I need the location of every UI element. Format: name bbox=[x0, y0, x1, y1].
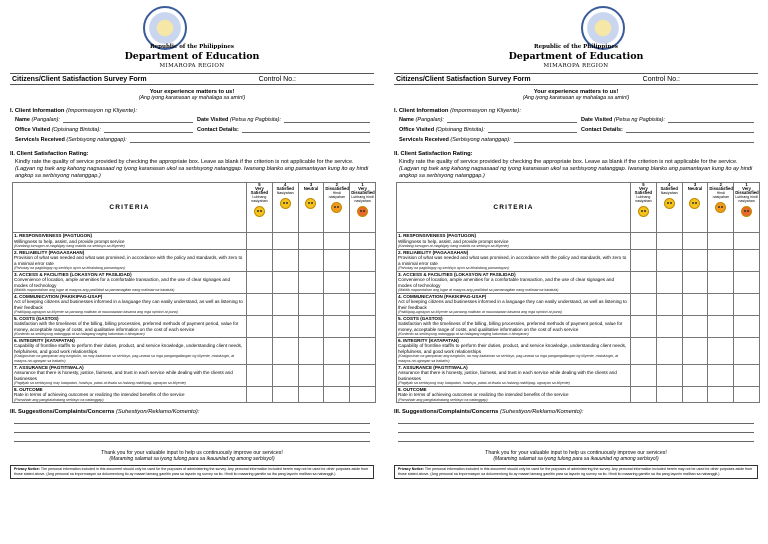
form-title-bar bbox=[10, 73, 374, 85]
neutral-icon bbox=[689, 198, 700, 209]
criteria-row: 4. COMMUNICATION (PAKIKIPAG-USAP) Act of keeping citizens and businesses informed in a language they can easily understand, as well as listening to their feedback (Pakikipag-ugnayan sa kliyente sa paraang malinaw at nauunawaan kasama ang mga opinion at puna) bbox=[13, 293, 376, 315]
rating-box[interactable] bbox=[682, 249, 708, 271]
rating-box[interactable] bbox=[298, 337, 324, 364]
criteria-row: 4. COMMUNICATION (PAKIKIPAG-USAP) Act of keeping citizens and businesses informed in a language they can easily understand, as well as listening to their feedback (Pakikipag-ugnayan sa kliyente sa paraang malinaw at nauunawaan kasama ang mga opinion at puna) bbox=[397, 293, 760, 315]
criteria-row: 2. RELIABILITY (PAGAASAHAN) Provision of what was needed and what was promised, in accordance with the policy and standards, with zero to a minimal error rate (Pahusay na pagbibigay ng serbisyo ayon sa itinakdang pamantayan) bbox=[397, 249, 760, 271]
rating-box[interactable] bbox=[298, 233, 324, 250]
rating-box[interactable] bbox=[324, 249, 350, 271]
rating-box[interactable] bbox=[247, 315, 273, 337]
rating-instruction: Kindly rate the quality of service provided by checking the appropriate box. Leave as blank if the criterion is not applicable for the service. (Lagyan ng tsek ang kahong nagsasaad ng iyong karanasan ukol sa serbisyong natanggap. Iwanang blanko ang pamantayan kung ito ay hindi angkop sa serbisyong natanggap.) bbox=[399, 159, 753, 179]
name-label: Name (Pangalan): bbox=[15, 117, 60, 123]
contact-field[interactable] bbox=[242, 127, 370, 133]
rating-heading: II. Client Satisfaction Rating: bbox=[394, 151, 473, 157]
rating-box[interactable] bbox=[272, 315, 298, 337]
scale-2: 2 Dissatisfied Hindi nasiyahan bbox=[324, 183, 350, 233]
criteria-row: 7. ASSURANCE (PAGTITIWALA) Assurance that there is honesty, justice, fairness, and trust in each service while dealing with the clients and businesses (Pagtiyak sa serbisyong may katapatan, hustisya, patas at tiwala sa habang nakikipag- ugnayan sa kliyente) bbox=[397, 364, 760, 386]
rating-box[interactable] bbox=[272, 233, 298, 250]
scale-5: 5 Very Satisfied Lubhang nasiyahan bbox=[247, 183, 273, 233]
rating-box[interactable] bbox=[272, 271, 298, 293]
rating-box[interactable] bbox=[272, 386, 298, 403]
form-title-bar bbox=[394, 73, 758, 85]
criteria-label: CRITERIA bbox=[397, 183, 631, 233]
rating-box[interactable] bbox=[631, 315, 657, 337]
region-text: MIMAROPA REGION bbox=[159, 63, 225, 69]
rating-box[interactable] bbox=[324, 271, 350, 293]
rating-box[interactable] bbox=[350, 271, 376, 293]
rating-box[interactable] bbox=[631, 249, 657, 271]
rating-box[interactable] bbox=[656, 364, 682, 386]
criteria-row: 3. ACCESS & FACILITIES (LOKASYON AT PASILIDAD) Convenience of location, ample amenities for a comfortable transaction, and the use of clear signages and modes of technology (Maktib maparntahan ang lugar at maayos ang pasilidad sa pamamagitan nang malinaw na karatula) bbox=[397, 271, 760, 293]
rating-box[interactable] bbox=[734, 386, 760, 403]
control-no-label: Control No.: bbox=[642, 75, 680, 83]
angry-icon bbox=[357, 206, 368, 217]
rating-box[interactable] bbox=[631, 386, 657, 403]
criteria-row: 5. COSTS (GASTOS) Satisfaction with the timeliness of the billing, billing process/es, preferred methods of payment period, value for money, acceptable range of costs, and qualitative information on the cost of each service (Kontento sa serbisyong natanggap at sa halagang naging katumbas o binayaran) bbox=[397, 315, 760, 337]
scale-5: 5 Very Satisfied Lubhang nasiyahan bbox=[631, 183, 657, 233]
survey-form-right bbox=[384, 0, 768, 544]
contact-label: Contact Details: bbox=[581, 127, 623, 133]
rating-box[interactable] bbox=[298, 249, 324, 271]
rating-box[interactable] bbox=[631, 337, 657, 364]
rating-instruction: Kindly rate the quality of service provided by checking the appropriate box. Leave as blank if the criterion is not applicable for the service. (Lagyan ng tsek ang kahong nagsasaad ng iyong karanasan ukol sa serbisyong natanggap. Iwanang blanko ang pamantayan kung ito ay hindi angkop sa serbisyong natanggap.) bbox=[15, 159, 369, 179]
services-field[interactable] bbox=[130, 137, 370, 143]
scale-4: 4 Satisfied Nasiyahan bbox=[272, 183, 298, 233]
suggestion-line[interactable] bbox=[398, 415, 754, 424]
suggestion-line[interactable] bbox=[14, 424, 370, 433]
services-label: Service/s Received (Serbisyong natanggap): bbox=[399, 137, 511, 143]
rating-box[interactable] bbox=[247, 293, 273, 315]
scale-4: 4 Satisfied Nasiyahan bbox=[656, 183, 682, 233]
rating-box[interactable] bbox=[324, 315, 350, 337]
rating-box[interactable] bbox=[682, 364, 708, 386]
control-no-label: Control No.: bbox=[258, 75, 296, 83]
scale-1: 1 Very Dissatisfied Lubhang hindi nasiyahan bbox=[734, 183, 760, 233]
contact-label: Contact Details: bbox=[197, 127, 239, 133]
rating-heading: II. Client Satisfaction Rating: bbox=[10, 151, 89, 157]
rating-box[interactable] bbox=[324, 337, 350, 364]
date-field[interactable] bbox=[668, 117, 754, 123]
rating-box[interactable] bbox=[350, 337, 376, 364]
thanks-text: Thank you for your valuable input to help us continuously improve our services! bbox=[485, 450, 667, 457]
suggestions-heading: III. Suggestions/Complaints/Concerns (Suhestiyon/Reklamo/Komento): bbox=[394, 409, 584, 416]
office-label: Office Visited (Opisinang Binisita): bbox=[15, 127, 101, 133]
criteria-row: 6. INTEGRITY (KATAPATAN) Capability of frontline staff/s to perform their duties, product, and service knowledge, understanding client needs, helpfulness, and good work relationships (Kasiguruhan na gampanan ang tungkulin, na may kaalaman sa serbisyo, pag-unawa sa mga pangangailangan ng kliyente, matulungin, at maayos na ugnayan sa trabaho) bbox=[13, 337, 376, 364]
client-info-heading: I. Client Information (Impormasyon ng Kliyente): bbox=[394, 108, 521, 114]
thanks-text-tl: (Maraming salamat sa iyong tulong para sa ikauunlad ng among serbisyo!) bbox=[493, 456, 659, 463]
rating-box[interactable] bbox=[298, 293, 324, 315]
form-header bbox=[394, 0, 758, 72]
rating-box[interactable] bbox=[708, 315, 734, 337]
criteria-header-row bbox=[13, 183, 376, 233]
scale-3: 3 Neutral bbox=[298, 183, 324, 233]
rating-box[interactable] bbox=[682, 293, 708, 315]
rating-box[interactable] bbox=[272, 364, 298, 386]
thanks-text: Thank you for your valuable input to help us continuously improve our services! bbox=[101, 450, 283, 457]
rating-box[interactable] bbox=[708, 233, 734, 250]
rating-box[interactable] bbox=[656, 233, 682, 250]
rating-box[interactable] bbox=[708, 271, 734, 293]
rating-box[interactable] bbox=[734, 249, 760, 271]
sad-icon bbox=[331, 202, 342, 213]
rating-box[interactable] bbox=[350, 249, 376, 271]
scale-3: 3 Neutral bbox=[682, 183, 708, 233]
scale-1: 1 Very Dissatisfied Lubhang hindi nasiyahan bbox=[350, 183, 376, 233]
smile-icon bbox=[638, 206, 649, 217]
region-text: MIMAROPA REGION bbox=[543, 63, 609, 69]
rating-box[interactable] bbox=[247, 271, 273, 293]
criteria-label: CRITERIA bbox=[13, 183, 247, 233]
client-info-heading: I. Client Information (Impormasyon ng Kliyente): bbox=[10, 108, 137, 114]
rating-box[interactable] bbox=[708, 293, 734, 315]
angry-icon bbox=[741, 206, 752, 217]
office-field[interactable] bbox=[104, 127, 193, 133]
suggestion-line[interactable] bbox=[14, 415, 370, 424]
suggestion-line[interactable] bbox=[14, 433, 370, 442]
criteria-table bbox=[12, 182, 376, 403]
rating-box[interactable] bbox=[298, 315, 324, 337]
office-field[interactable] bbox=[488, 127, 577, 133]
criteria-row: 6. INTEGRITY (KATAPATAN) Capability of frontline staff/s to perform their duties, product, and service knowledge, understanding client needs, helpfulness, and good work relationships (Kasiguruhan na gampanan ang tungkulin, na may kaalaman sa serbisyo, pag-unawa sa mga pangangailangan ng kliyente, matulungin, at maayos na ugnayan sa trabaho) bbox=[397, 337, 760, 364]
rating-box[interactable] bbox=[682, 271, 708, 293]
criteria-row: 7. ASSURANCE (PAGTITIWALA) Assurance that there is honesty, justice, fairness, and trust in each service while dealing with the clients and businesses (Pagtiyak sa serbisyong may katapatan, hustisya, patas at tiwala sa habang nakikipag- ugnayan sa kliyente) bbox=[13, 364, 376, 386]
rating-box[interactable] bbox=[631, 233, 657, 250]
rating-box[interactable] bbox=[656, 386, 682, 403]
services-field[interactable] bbox=[514, 137, 754, 143]
privacy-notice: Privacy Notice: The personal information included in this document should only be used for the purposes of administering the survey. Any personal information included herein may not be used for other purposes aside from those stated above. (Ang personal na impormasyon sa dokumentong ito ay maaari lamang gamitin para sa layunin ng survey na ito. Hindi ito maaaring gamitin sa iba pang layunin maliban sa nabanggit.) bbox=[10, 465, 374, 478]
department-text: Department of Education bbox=[508, 51, 644, 62]
rating-box[interactable] bbox=[708, 249, 734, 271]
rating-box[interactable] bbox=[350, 233, 376, 250]
sad-icon bbox=[715, 202, 726, 213]
rating-box[interactable] bbox=[734, 364, 760, 386]
criteria-table bbox=[396, 182, 760, 403]
name-field[interactable] bbox=[63, 117, 193, 123]
rating-box[interactable] bbox=[324, 386, 350, 403]
rating-box[interactable] bbox=[682, 337, 708, 364]
rating-box[interactable] bbox=[631, 293, 657, 315]
rating-box[interactable] bbox=[324, 364, 350, 386]
experience-text-tl: (Ang iyong karanasan ay mahalaga sa amin!) bbox=[138, 95, 246, 101]
criteria-row: 8. OUTCOME Rate in terms of achieving outcomes or realizing the intended benefits of the service (Pamahain ang pangkalahatang serbisyo na natanggap) bbox=[397, 386, 760, 403]
rating-box[interactable] bbox=[631, 364, 657, 386]
name-field[interactable] bbox=[447, 117, 577, 123]
experience-text-tl: (Ang iyong karanasan ay mahalaga sa amin!) bbox=[522, 95, 630, 101]
rating-box[interactable] bbox=[708, 337, 734, 364]
suggestion-line[interactable] bbox=[398, 433, 754, 442]
rating-box[interactable] bbox=[708, 364, 734, 386]
office-label: Office Visited (Opisinang Binisita): bbox=[399, 127, 485, 133]
neutral-icon bbox=[305, 198, 316, 209]
rating-box[interactable] bbox=[272, 249, 298, 271]
rating-box[interactable] bbox=[631, 271, 657, 293]
scale-2: 2 Dissatisfied Hindi nasiyahan bbox=[708, 183, 734, 233]
rating-box[interactable] bbox=[734, 271, 760, 293]
rating-box[interactable] bbox=[272, 293, 298, 315]
thanks-text-tl: (Maraming salamat sa iyong tulong para sa ikauunlad ng among serbisyo!) bbox=[109, 456, 275, 463]
form-title: Citizens/Client Satisfaction Survey Form bbox=[12, 75, 147, 83]
smile-icon bbox=[664, 198, 675, 209]
form-title: Citizens/Client Satisfaction Survey Form bbox=[396, 75, 531, 83]
rating-box[interactable] bbox=[656, 337, 682, 364]
rating-box[interactable] bbox=[298, 271, 324, 293]
criteria-row: 8. OUTCOME Rate in terms of achieving outcomes or realizing the intended benefits of the service (Pamahain ang pangkalahatang serbisyo na natanggap) bbox=[13, 386, 376, 403]
rating-box[interactable] bbox=[734, 315, 760, 337]
criteria-row: 1. RESPONSIVENESS (PAGTUGON) Willingness to help, assist, and provide prompt service (Kandang tumugon at magbigay nang mabilis na serbisyo sa kliyente) bbox=[397, 233, 760, 250]
criteria-row: 1. RESPONSIVENESS (PAGTUGON) Willingness to help, assist, and provide prompt service (Kandang tumugon at magbigay nang mabilis na serbisyo sa kliyente) bbox=[13, 233, 376, 250]
rating-box[interactable] bbox=[350, 315, 376, 337]
services-label: Service/s Received (Serbisyong natanggap): bbox=[15, 137, 127, 143]
contact-field[interactable] bbox=[626, 127, 754, 133]
rating-box[interactable] bbox=[656, 293, 682, 315]
criteria-row: 2. RELIABILITY (PAGAASAHAN) Provision of what was needed and what was promised, in accordance with the policy and standards, with zero to a minimal error rate (Pahusay na pagbibigay ng serbisyo ayon sa itinakdang pamantayan) bbox=[13, 249, 376, 271]
republic-text: Republic of the Philippines bbox=[150, 44, 234, 50]
date-field[interactable] bbox=[284, 117, 370, 123]
rating-box[interactable] bbox=[656, 271, 682, 293]
rating-box[interactable] bbox=[247, 233, 273, 250]
rating-box[interactable] bbox=[734, 233, 760, 250]
suggestions-heading: III. Suggestions/Complaints/Concerns (Suhestiyon/Reklamo/Komento): bbox=[10, 409, 200, 416]
smile-icon bbox=[280, 198, 291, 209]
rating-box[interactable] bbox=[350, 364, 376, 386]
rating-box[interactable] bbox=[350, 386, 376, 403]
rating-box[interactable] bbox=[682, 233, 708, 250]
republic-text: Republic of the Philippines bbox=[534, 44, 618, 50]
rating-box[interactable] bbox=[247, 364, 273, 386]
suggestion-line[interactable] bbox=[398, 424, 754, 433]
rating-box[interactable] bbox=[298, 364, 324, 386]
rating-box[interactable] bbox=[324, 293, 350, 315]
rating-box[interactable] bbox=[247, 249, 273, 271]
rating-box[interactable] bbox=[734, 337, 760, 364]
rating-box[interactable] bbox=[272, 337, 298, 364]
form-header bbox=[10, 0, 374, 72]
experience-text: Your experience matters to us! bbox=[149, 89, 235, 95]
rating-box[interactable] bbox=[734, 293, 760, 315]
rating-box[interactable] bbox=[656, 315, 682, 337]
date-label: Date Visited (Petsa ng Pagbisita): bbox=[581, 117, 665, 123]
rating-box[interactable] bbox=[708, 386, 734, 403]
smile-icon bbox=[254, 206, 265, 217]
experience-text: Your experience matters to us! bbox=[533, 89, 619, 95]
rating-box[interactable] bbox=[350, 293, 376, 315]
rating-box[interactable] bbox=[247, 337, 273, 364]
rating-box[interactable] bbox=[324, 233, 350, 250]
department-text: Department of Education bbox=[124, 51, 260, 62]
rating-box[interactable] bbox=[682, 315, 708, 337]
date-label: Date Visited (Petsa ng Pagbisita): bbox=[197, 117, 281, 123]
rating-box[interactable] bbox=[682, 386, 708, 403]
rating-box[interactable] bbox=[298, 386, 324, 403]
name-label: Name (Pangalan): bbox=[399, 117, 444, 123]
criteria-row: 3. ACCESS & FACILITIES (LOKASYON AT PASILIDAD) Convenience of location, ample amenities for a comfortable transaction, and the use of clear signages and modes of technology (Maktib maparntahan ang lugar at maayos ang pasilidad sa pamamagitan nang malinaw na karatula) bbox=[13, 271, 376, 293]
criteria-header-row bbox=[397, 183, 760, 233]
privacy-notice: Privacy Notice: The personal information included in this document should only be used for the purposes of administering the survey. Any personal information included herein may not be used for other purposes aside from those stated above. (Ang personal na impormasyon sa dokumentong ito ay maaari lamang gamitin para sa layunin ng survey na ito. Hindi ito maaaring gamitin sa iba pang layunin maliban sa nabanggit.) bbox=[394, 465, 758, 478]
rating-box[interactable] bbox=[247, 386, 273, 403]
criteria-row: 5. COSTS (GASTOS) Satisfaction with the timeliness of the billing, billing process/es, preferred methods of payment period, value for money, acceptable range of costs, and qualitative information on the cost of each service (Kontento sa serbisyong natanggap at sa halagang naging katumbas o binayaran) bbox=[13, 315, 376, 337]
rating-box[interactable] bbox=[656, 249, 682, 271]
